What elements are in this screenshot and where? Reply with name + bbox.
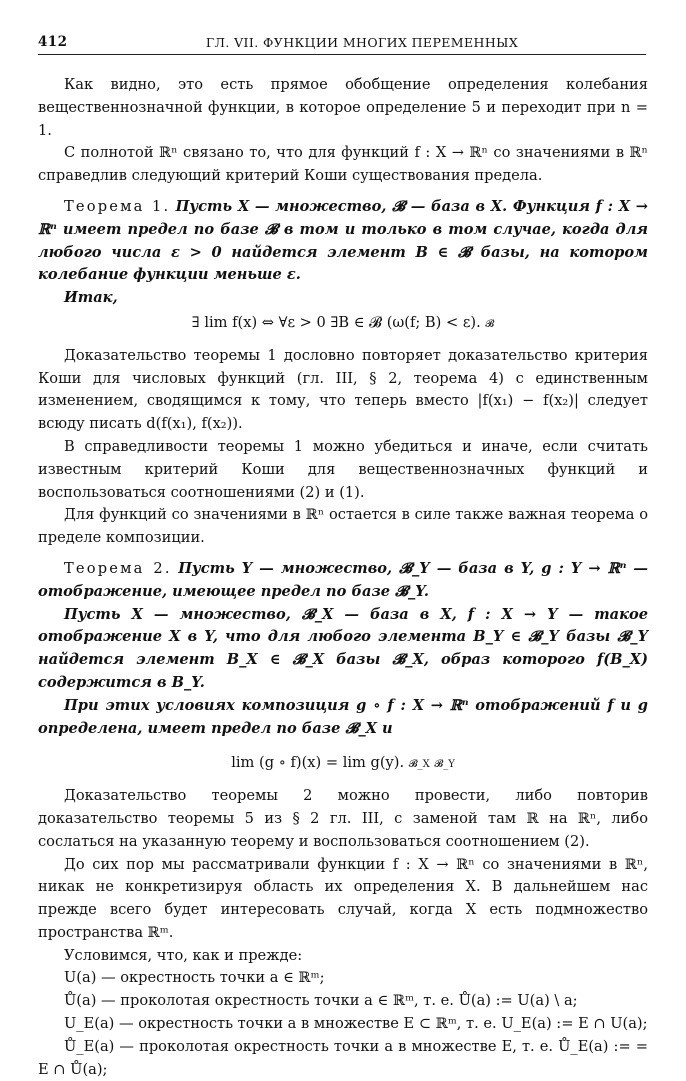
formula-2: [38, 752, 648, 777]
formula-text: lim (g ∘ f)(x) = lim g(y).: [231, 754, 405, 772]
theorem-text: Пусть Y — множество, 𝓑_Y — база в Y, g : Y → ℝⁿ — отображение, имеющее предел по базе 𝓑_Y.: [38, 559, 648, 600]
theorem-1: [38, 196, 648, 287]
definition-item: Ů_E(a) — проколотая окрестность точки a в множестве E, т. е. Ů_E(a) := = E ∩ Ů(a);: [38, 1037, 648, 1078]
definition-item: U(a) — окрестность точки a ∈ ℝᵐ;: [64, 969, 325, 987]
page-number: 412: [38, 34, 68, 50]
formula-subscript: 𝓑: [485, 318, 495, 330]
paragraph: Для функций со значениями в ℝⁿ остается в силе также важная теорема о пределе композиции.: [38, 506, 648, 547]
running-title: ГЛ. VII. ФУНКЦИИ МНОГИХ ПЕРЕМЕННЫХ: [205, 35, 519, 50]
definition-item: U_E(a) — окрестность точки a в множестве E ⊂ ℝᵐ, т. е. U_E(a) := E ∩ U(a);: [64, 1015, 648, 1033]
page-header: [38, 32, 646, 55]
theorem-label: Теорема 1.: [64, 197, 171, 215]
formula-subscript: 𝓑_Y: [434, 759, 455, 771]
paragraph: До сих пор мы рассматривали функции f : X → ℝⁿ со значениями в ℝⁿ, никак не конкретизируя область их определения X. В дальнейшем нас прежде всего будет интересовать случай, когда X есть подмножество пространства ℝᵐ.: [38, 855, 648, 941]
paragraph: Доказательство теоремы 1 дословно повторяет доказательство критерия Коши для числовых функций (гл. III, § 2, теорема 4) с единственным изменением, сводящимся к тому, что теперь вместо |f(x₁) − f(x₂)| следует всюду писать d(f(x₁), f(x₂)).: [38, 346, 648, 433]
definition-item: Ů(a) — проколотая окрестность точки a ∈ ℝᵐ, т. е. Ů(a) := U(a) \ a;: [64, 992, 578, 1010]
page-body: [38, 74, 648, 1081]
paragraph: Итак,: [64, 289, 118, 307]
theorem-text: Пусть X — множество, 𝓑 — база в X. Функция f : X → ℝⁿ имеет предел по базе 𝓑 в том и только в том случае, когда для любого числа ε > 0 найдется элемент B ∈ 𝓑 базы, на котором колебание функции меньше ε.: [38, 197, 648, 284]
paragraph: При этих условиях композиция g ∘ f : X → ℝⁿ отображений f и g определена, имеет предел по базе 𝓑_X и: [38, 696, 648, 737]
paragraph: В справедливости теоремы 1 можно убедиться и иначе, если считать известным критерий Коши для вещественнозначных функций и воспользоваться соотношениями (2) и (1).: [38, 437, 648, 501]
paragraph: С полнотой ℝⁿ связано то, что для функций f : X → ℝⁿ со значениями в ℝⁿ справедлив следующий критерий Коши существования предела.: [38, 144, 648, 185]
formula-text: ∃ lim f(x) ⇔ ∀ε > 0 ∃B ∈ 𝓑 (ω(f; B) < ε).: [191, 313, 481, 331]
paragraph: Пусть X — множество, 𝓑_X — база в X, f : X → Y — такое отображение X в Y, что для любого элемента B_Y ∈ 𝓑_Y базы 𝓑_Y найдется элемент B_X ∈ 𝓑_X базы 𝓑_X, образ которого f(B_X) содержится в B_Y.: [38, 605, 648, 691]
formula-1: [38, 312, 648, 337]
formula-subscript: 𝓑_X: [408, 759, 430, 771]
paragraph: Как видно, это есть прямое обобщение определения колебания вещественнозначной функции, в которое определение 5 и переходит при n = 1.: [38, 76, 648, 139]
paragraph: Доказательство теоремы 2 можно провести, либо повторив доказательство теоремы 5 из § 2 гл. III, с заменой там ℝ на ℝⁿ, либо сослаться на указанную теорему и воспользоваться соотношением (2).: [38, 787, 648, 850]
theorem-label: Теорема 2.: [64, 559, 172, 577]
theorem-2: [38, 558, 648, 604]
paragraph: Условимся, что, как и прежде:: [64, 946, 303, 964]
